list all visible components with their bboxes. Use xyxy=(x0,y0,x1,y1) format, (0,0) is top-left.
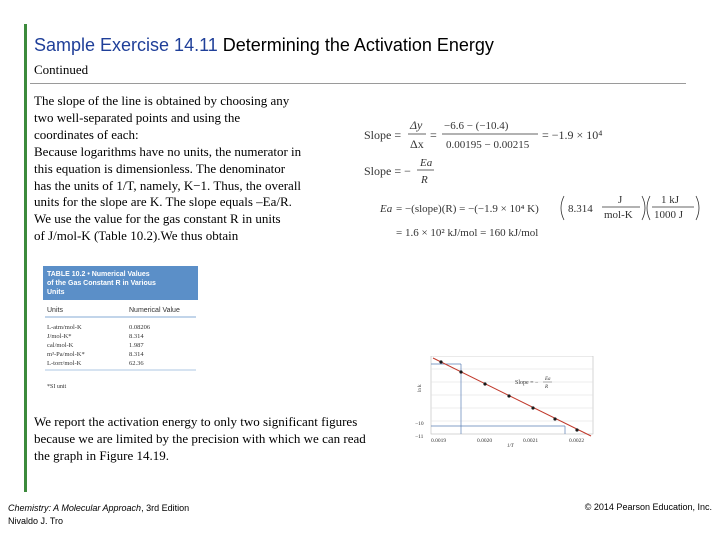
table-title-line2: of the Gas Constant R in Various xyxy=(47,280,156,287)
text-line: coordinates of each: xyxy=(34,126,139,142)
footer-copyright: © 2014 Pearson Education, Inc. xyxy=(584,502,712,512)
text-line: two well-separated points and using the xyxy=(34,109,241,125)
x-axis-label: 1/T xyxy=(507,444,514,448)
text-line: the graph in Figure 14.19. xyxy=(34,447,170,463)
table-unit: L-torr/mol-K xyxy=(47,360,82,367)
footer-book-title: Chemistry: A Molecular Approach xyxy=(8,503,142,513)
eq3-ea-label: Ea xyxy=(380,203,393,215)
table-unit: cal/mol-K xyxy=(47,342,74,349)
y-tick: −11 xyxy=(415,434,424,440)
text-line: has the units of 1/T, namely, K−1. Thus, the overall xyxy=(34,177,302,193)
table-col-value: Numerical Value xyxy=(129,307,180,314)
equations-block xyxy=(362,112,714,248)
text-line: units for the slope are K. The slope equals –Ea/R. xyxy=(34,194,292,210)
eq3-molk-unit: mol-K xyxy=(604,209,633,221)
eq3-r-value: 8.314 xyxy=(568,203,593,215)
slope-r: R xyxy=(545,385,549,390)
eq2-r: R xyxy=(421,174,428,186)
footer-edition: , 3rd Edition xyxy=(141,503,190,513)
accent-bar xyxy=(24,24,27,492)
paragraph-explanation xyxy=(34,93,330,245)
eq1-delta-x: Δx xyxy=(410,137,424,151)
x-tick: 0.0022 xyxy=(569,438,585,444)
table-unit: m³-Pa/mol-K* xyxy=(47,351,85,358)
table-value: 8.314 xyxy=(129,351,144,358)
x-tick: 0.0021 xyxy=(523,438,539,444)
table-title-line3: Units xyxy=(47,289,65,296)
table-value: 1.987 xyxy=(129,342,144,349)
x-tick: 0.0019 xyxy=(431,438,447,444)
eq1-delta-y: Δy xyxy=(410,118,423,132)
text-line: of J/mol-K (Table 10.2).We thus obtain xyxy=(34,228,239,244)
svg-text:=: = xyxy=(430,128,437,142)
eq3-expression: = −(slope)(R) = −(−1.9 × 10⁴ K) xyxy=(396,203,539,215)
data-point xyxy=(507,394,510,397)
data-point xyxy=(459,370,462,373)
table-unit: J/mol-K* xyxy=(47,333,72,340)
data-point xyxy=(531,406,534,409)
table-value: 8.314 xyxy=(129,333,144,340)
eq2-slope-label: Slope = − xyxy=(364,164,411,178)
eq1-denominator: 0.00195 − 0.00215 xyxy=(446,139,530,151)
table-value: 62.36 xyxy=(129,360,144,367)
data-point xyxy=(553,417,556,420)
text-line: The slope of the line is obtained by choosing any xyxy=(34,93,290,108)
slope-ea: Ea xyxy=(545,377,551,382)
eq3-final: = 1.6 × 10² kJ/mol = 160 kJ/mol xyxy=(396,227,539,239)
eq1-result: = −1.9 × 10⁴ xyxy=(542,128,603,142)
arrhenius-plot xyxy=(415,356,595,448)
footer-book-info xyxy=(8,502,189,528)
eq3-1000j: 1000 J xyxy=(654,209,684,221)
table-title-line1: TABLE 10.2 • Numerical Values xyxy=(47,271,150,278)
title-number: Sample Exercise 14.11 xyxy=(34,35,218,55)
y-tick: −10 xyxy=(415,421,424,427)
subtitle: Continued xyxy=(34,62,89,77)
header-divider xyxy=(30,83,686,84)
text-line: this equation is dimensionless. The denominator xyxy=(34,160,286,176)
text-line: because we are limited by the precision with which we can read xyxy=(34,430,366,446)
table-value: 0.08206 xyxy=(129,324,151,331)
eq3-j-unit: J xyxy=(618,194,623,206)
data-point xyxy=(483,382,486,385)
text-line: We report the activation energy to only two significant figures xyxy=(34,414,358,429)
x-tick: 0.0020 xyxy=(477,438,493,444)
y-axis-label: ln k xyxy=(418,384,423,392)
table-footnote: *SI unit xyxy=(47,384,67,390)
table-unit: L-atm/mol-K xyxy=(47,324,82,331)
table-col-units: Units xyxy=(47,307,63,314)
slope-annotation: Slope = − xyxy=(515,380,539,386)
text-line: We use the value for the gas constant R in units xyxy=(34,211,281,227)
footer-author: Nivaldo J. Tro xyxy=(8,516,64,526)
title-text: Determining the Activation Energy xyxy=(222,35,494,55)
eq3-kj: 1 kJ xyxy=(661,194,680,206)
data-point xyxy=(439,360,442,363)
paragraph-conclusion xyxy=(34,414,414,465)
eq1-numerator: −6.6 − (−10.4) xyxy=(444,120,509,132)
data-point xyxy=(575,428,578,431)
text-line: Because logarithms have no units, the numerator in xyxy=(34,143,302,159)
gas-constant-table xyxy=(43,266,198,398)
page-title xyxy=(34,35,494,56)
eq2-ea: Ea xyxy=(420,157,433,169)
eq1-slope-label: Slope = xyxy=(364,128,402,142)
